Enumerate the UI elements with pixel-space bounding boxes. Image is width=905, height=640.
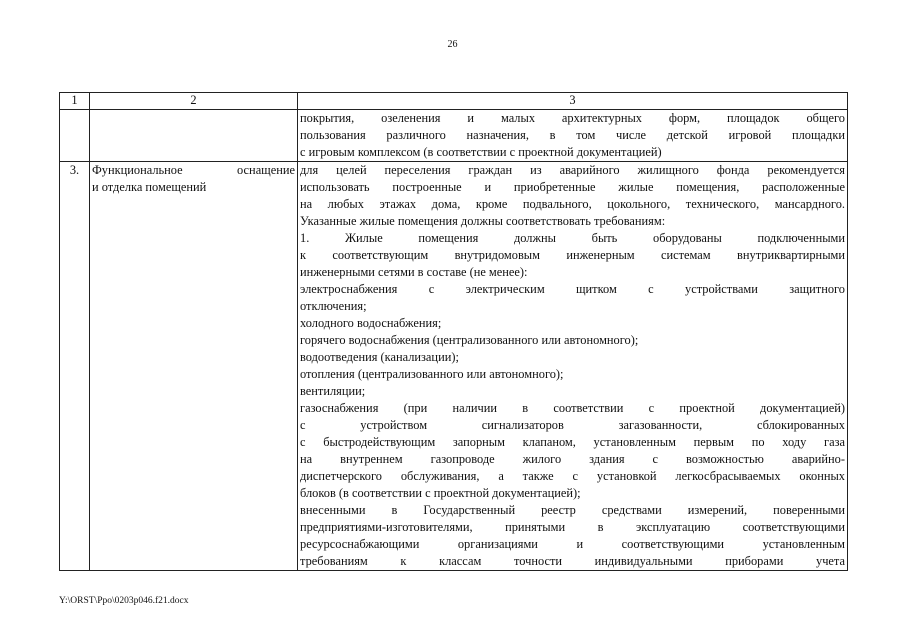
header-col-1: 1: [60, 93, 90, 110]
text-line: газоснабжения (при наличии в соответствии с проектной документацией): [300, 401, 845, 415]
text-line: на внутреннем газопроводе жилого здания с возможностью аварийно-: [300, 452, 845, 466]
table-header-row: [60, 93, 848, 110]
text-line: покрытия, озеленения и малых архитектурных форм, площадок общего: [300, 111, 845, 125]
text-line: требованиям к классам точности индивидуальными приборами учета: [300, 554, 845, 568]
text-line: водоотведения (канализации);: [300, 350, 459, 364]
text-line: 1. Жилые помещения должны быть оборудованы подключенными: [300, 231, 845, 245]
header-col-2: 2: [90, 93, 298, 110]
requirements-table: [59, 92, 848, 571]
text-line: отопления (централизованного или автономного);: [300, 367, 564, 381]
text-line: для целей переселения граждан из аварийного жилищного фонда рекомендуется: [300, 163, 845, 177]
text-line: с устройством сигнализаторов загазованности, сблокированных: [300, 418, 845, 432]
text-line: электроснабжения с электрическим щитком с устройствами защитного: [300, 282, 845, 296]
row-requirements-cell: [298, 162, 848, 571]
continuation-name-cell: [90, 110, 298, 162]
text-line: горячего водоснабжения (централизованного или автономного);: [300, 333, 639, 347]
row-name-cell: [90, 162, 298, 571]
text-line: пользования различного назначения, в том числе детской игровой площадки: [300, 128, 845, 142]
continuation-row: [60, 110, 848, 162]
document-path: Y:\ORST\Ppo\0203p046.f21.docx: [59, 596, 189, 606]
text-line: Указанные жилые помещения должны соответствовать требованиям:: [300, 214, 666, 228]
text-line: инженерными сетями в составе (не менее):: [300, 265, 528, 279]
text-line: ресурсоснабжающими организациями и соответствующими установленным: [300, 537, 845, 551]
row-name-line-1: Функциональное оснащение: [92, 163, 295, 177]
text-line: на любых этажах дома, кроме подвального, цокольного, технического, мансардного.: [300, 197, 845, 211]
text-line: отключения;: [300, 299, 367, 313]
text-line: холодного водоснабжения;: [300, 316, 442, 330]
text-line: блоков (в соответствии с проектной документацией);: [300, 486, 581, 500]
row-number: 3.: [60, 162, 90, 571]
header-col-3: 3: [298, 93, 848, 110]
continuation-num-cell: [60, 110, 90, 162]
page-number: 26: [447, 39, 458, 50]
text-line: диспетчерского обслуживания, а также с установкой легкосбрасываемых оконных: [300, 469, 845, 483]
table-row-3: [60, 162, 848, 571]
text-line: предприятиями-изготовителями, принятыми в эксплуатацию соответствующими: [300, 520, 845, 534]
text-line: использовать построенные и приобретенные жилые помещения, расположенные: [300, 180, 845, 194]
text-line: к соответствующим внутридомовым инженерным системам внутриквартирными: [300, 248, 845, 262]
text-line: с быстродействующим запорным клапаном, установленным первым по ходу газа: [300, 435, 845, 449]
row-name-line-2: и отделка помещений: [92, 180, 207, 194]
text-line: с игровым комплексом (в соответствии с проектной документацией): [300, 145, 662, 159]
text-line: внесенными в Государственный реестр средствами измерений, поверенными: [300, 503, 845, 517]
continuation-text-cell: [298, 110, 848, 162]
text-line: вентиляции;: [300, 384, 366, 398]
